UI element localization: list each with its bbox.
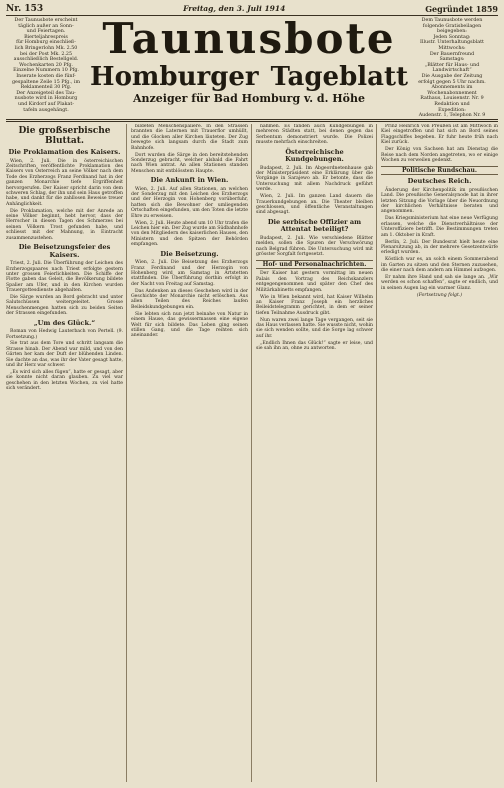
columns (6, 124, 498, 782)
header-right-info (412, 18, 492, 119)
masthead-tagline: Anzeiger für Bad Homburg v. d. Höhe (133, 92, 365, 105)
header-right-line: Samstags: (439, 57, 465, 63)
article-paragraph: Der Kaiser hat gestern vormittag im neuen Palais den Vortrag des Reichskanzlers entgegengenommen und später den Chef des Militärkabinetts empfangen. (256, 271, 373, 293)
article-paragraph: nahmen. Es fanden auch Kundgebungen in mehreren Städten statt, bei denen gegen das Serbentum demonstriert wurde. Die Polizei musste mehrfach einschreiten. (256, 124, 373, 146)
article-paragraph: Köstlich war es, an solch einem Sommerabend im Garten zu sitzen und den Sternen zuzusehen, die einer nach dem andern am Himmel aufzogen. (381, 257, 498, 274)
article-paragraph: Berlin, 2. Juli. Der Bundesrat hielt heute eine Plenarsitzung ab, in der mehrere Gesetzentwürfe erledigt wurden. (381, 239, 498, 256)
article-paragraph: Dort wurden die Särge in den bereitstehenden Sonderzug gebracht, welcher alsbald die Fahrt nach Wien antrat. An allen Stationen standen Menschen mit entblösstem Haupte. (131, 152, 248, 174)
header-left-line: gespaltene Zeile 15 Pfg., im (11, 79, 81, 85)
article-paragraph: Änderung der Kirchenpolitik im preußischen Land. Die preußische Generalsynode hat in ihrer letzten Sitzung die Vorlage über die Neuordnung der kirchlichen Verhältnisse beraten und angenommen. (381, 187, 498, 215)
article-paragraph: Sie trat aus dem Tore und schritt langsam die Strasse hinab. Der Abend war mild, und von den Gärten her kam der Duft der blühenden Linden. Sie dachte an das, was ihr der Vater gesagt hatte, und ihr Herz war schwer. (6, 341, 123, 369)
header-left-line: tafeln ausgehängt. (23, 107, 69, 113)
header-right-line: Illustr. Unterhaltungsblatt (420, 40, 484, 46)
header-right-line: folgende Gratisbeilagen (422, 23, 482, 29)
article-paragraph: Nun waren zwei lange Tage vergangen, seit sie das Haus verlassen hatte. Sie wusste nicht, wohin sie sich wenden sollte, und die Sorge lag schwer auf ihr. (256, 317, 373, 339)
header-left-line: Reklamenteil 30 Pfg. (20, 85, 72, 91)
subheading: Die Beisetzung. (160, 249, 219, 258)
article-paragraph: Die Särge wurden an Bord gebracht und unter Salutschüssen weitergeleitet. Grosse Menschenmengen hatten sich zu beiden Seiten der Strassen eingefunden. (6, 295, 123, 317)
header-right-line: Dem Taunusbote werden (421, 18, 483, 23)
subheading: Die Beisetzungsfeier des Kaisers. (18, 243, 111, 259)
article-paragraph: Wien, 2. Juli. Die Beisetzung des Erzherzogs Franz Ferdinand und der Herzogin von Hohenberg wird am Samstag in Artstetten stattfinden. Die Überführung dorthin erfolgt in der Nacht von Freitag auf Samstag. (131, 260, 248, 287)
column-4 (381, 124, 498, 782)
article-paragraph: Wien, 2. Juli. Im ganzen Land dauern die Trauerkundgebungen an. Die Theater bleiben geschlossen, und öffentliche Veranstaltungen sind abgesagt. (256, 194, 373, 216)
subheading: Deutsches Reich. (407, 177, 472, 186)
header-left-line: und Kirdorf auf Plakat- (18, 101, 74, 107)
article-paragraph: Wien, 2. Juli. Die in österreichischen Zeitschriften veröffentlichte Proklamation des Kaisers von Österreich an seine Völker nach dem Tode des Erzherzogs Franz Ferdinand hat in der ganzen Monarchie tiefe Ergriffenheit hervorgerufen. Der Kaiser spricht darin von dem schweren Schlag, der ihn und sein Haus getroffen habe, und dankt für die zahllosen Beweise treuer Anhänglichkeit. (6, 158, 123, 207)
article-paragraph: Wien, 2. Juli. Auf allen Stationen, an welchen der Sonderzug mit den Leichen des Erzherzogs und der Herzogin von Hohenberg vorüberfuhr, hatten sich die Bewohner der umliegenden Ortschaften eingefunden, um den Toten die letzte Ehre zu erweisen. (131, 186, 248, 219)
article-paragraph: „Endlich Ihnen das Glück!“ sagte er leise, und sie sah ihn an, ohne zu antworten. (256, 340, 373, 352)
header-right-line: Die Ausgabe der Zeitung (421, 73, 483, 79)
issue-date: Freitag, den 3. Juli 1914 (183, 4, 286, 13)
column-3 (256, 124, 377, 782)
article-paragraph: Sie lebten sich nun jetzt beinahe von Natur in einem Hause, das gewissermassen eine eigene Welt für sich bildete. Das Leben ging seinen stillen Gang, und die Tage reihten sich aneinander. (131, 311, 248, 339)
subheading: Die serbische Offizier am Attentat beteiligt? (267, 217, 362, 234)
article-paragraph: Prinz Heinrich von Preußen ist am Mittwoch in Kiel eingetroffen und hat sich an Bord seines Flaggschiffes begeben. Er fuhr heute früh nach Kiel zurück. (381, 124, 498, 146)
header-left-line: Der Taunusbote erscheint (14, 18, 78, 23)
header-left-line: ausschließlich Bestellgeld. (13, 57, 79, 63)
header-right-line: Jeden Sonntag: (433, 34, 471, 40)
article-paragraph: Wie in Wien bekannt wird, hat Kaiser Wilhelm an Kaiser Franz Joseph ein herzliches Beileidstelegramm gerichtet, in dem er seiner tiefen Teilnahme Ausdruck gibt. (256, 294, 373, 316)
header-right-line: Wochenabonnement (427, 90, 477, 96)
masthead-title: Taunusbote (102, 14, 396, 63)
header-right-line: Redaktion und (434, 101, 470, 107)
header-left-line: Bierteljahrespreis (24, 34, 68, 40)
article-paragraph: Wien, 2. Juli. Heute abend um 10 Uhr trafen die Leichen hier ein. Der Zug wurde am Südbahnhofe von den Mitgliedern des kaiserlichen Hauses, den Ministern und den Spitzen der Behörden empfangen. (131, 220, 248, 248)
top-bar (6, 3, 498, 14)
header-left-line: und Feiertagen. (26, 29, 66, 35)
section-heading: Hof- und Personalnachrichten. (256, 260, 373, 269)
header-right-line: beigegeben: (437, 29, 467, 35)
article-paragraph: bildeten Menschenspaliere. In den Strassen brannten die Laternen mit Trauerflor umhüllt, und die Glocken aller Kirchen läuteten. Der Zug bewegte sich langsam durch die Stadt zum Bahnhofe. (131, 124, 248, 151)
header-left-line: Der Anzeigeteil des Tau- (16, 90, 76, 96)
headline: Die großserbische Bluttat. (18, 126, 111, 146)
header-left-info (6, 18, 86, 113)
header-left-line: für Homburg einschließ- (16, 40, 76, 46)
article-paragraph: Das Andenken an dieses Geschehen wird in der Geschichte der Monarchie nicht erlöschen. Aus allen Teilen des Reiches laufen Beileidskundgebungen ein. (131, 288, 248, 310)
column-2 (131, 124, 252, 782)
header-right-line: Der Bauernfreund (429, 51, 475, 57)
issue-number: Nr. 153 (6, 3, 44, 14)
masthead-rule (6, 119, 498, 120)
masthead-subtitle (92, 62, 406, 92)
header-left-line: Wochenkarten 20 Pfg. (19, 62, 73, 68)
subheading: Die Ankunft in Wien. (150, 176, 229, 185)
masthead (92, 16, 406, 105)
subheading: Die Proklamation des Kaisers. (8, 148, 121, 156)
article-paragraph: Die Proklamation, welche mit der Anrede an seine Völker beginnt, hebt hervor, dass der Herrscher in diesen Tagen des Schmerzes bei seinen Völkern Trost gefunden habe, und schliesst mit der Mahnung, in Eintracht zusammenzustehen. (6, 208, 123, 241)
subheading: Österreichische Kundgebungen. (285, 147, 344, 164)
masthead-subtitle-right: Tageblatt (270, 62, 408, 92)
article-paragraph: Er nahm ihre Hand und sah sie lange an. „Wir werden es schon schaffen“, sagte er endlich, und in seinen Augen lag ein warmer Glanz. (381, 274, 498, 291)
article-paragraph: Budapest, 2. Juli. Im Abgeordnetenhause gab der Ministerpräsident eine Erklärung über die Vorgänge in Sarajewo ab. Er betonte, dass die Untersuchung mit allem Nachdruck geführt werde. (256, 165, 373, 193)
article-paragraph: Der König von Sachsen hat am Dienstag die Reise nach dem Norden angetreten, wo er einige Wochen zu verweilen gedenkt. (381, 147, 498, 163)
header-right-line: Rathaus, Louisenstr. Nr. 9 (420, 96, 484, 102)
article-paragraph: Roman von Hedwig Lauterbach von Pertell. (9. Fortsetzung.) (6, 329, 123, 340)
header-left-line: lich Bringerlohn Mk. 2.50 (14, 45, 78, 51)
masthead-subtitle-left: Homburger (90, 62, 259, 92)
article-paragraph: Triest, 2. Juli. Die Überführung der Leichen des Erzherzogspaares nach Triest erfolgte gestern unter grossen Feierlichkeiten. Die Schiffe der Flotte gaben das Geleit, die Bevölkerung bildete Spalier am Ufer, und in den Kirchen wurden Trauergottesdienste abgehalten. (6, 261, 123, 294)
header-left-line: Einzelne Nummern 10 Pfg. (13, 68, 79, 74)
header-left-line: nusbote wird in Homburg (14, 96, 78, 102)
header-right-line: Landwirtschaft“ (432, 68, 472, 74)
header-left-line: bei der Post Mk. 2.25 (19, 51, 73, 57)
subheading: „Um des Glück.“ (33, 318, 96, 327)
header-right-line: Expedition: (438, 107, 466, 113)
article-paragraph: „Es wird sich alles fügen“, hatte er gesagt, aber sie konnte nicht daran glauben. Zu viel war geschehen in den letzten Wochen, zu viel hatte sich verändert. (6, 370, 123, 392)
article-paragraph: Budapest, 2. Juli. Wie verschiedene Blätter melden, sollen die Spuren der Verschwörung nach Belgrad führen. Die Untersuchung wird mit grösster Sorgfalt fortgesetzt. (256, 235, 373, 257)
masthead-rule-2 (6, 121, 498, 122)
header-right-line: erfolgt gegen 5 Uhr nachm. (418, 79, 486, 85)
continuation-note: (Fortsetzung folgt.) (416, 293, 463, 299)
founded-label: Gegründet 1859 (425, 3, 498, 14)
header-right-line: Mittwochs: (438, 45, 466, 51)
header-right-line: Audenstr. 1, Telephon Nr. 9 (418, 113, 486, 119)
header-left-line: Inserate kosten die fünf- (16, 73, 76, 79)
column-1 (6, 124, 127, 782)
header-right-line: „Blätter für Haus- und (424, 62, 480, 68)
section-heading: Politische Rundschau. (381, 166, 498, 175)
header-right-line: Abonnements im (431, 85, 473, 91)
article-paragraph: Das Kriegsministerium hat eine neue Verfügung erlassen, welche die Dienstverhältnisse der Unteroffiziere betrifft. Die Bestimmungen treten am 1. Oktober in Kraft. (381, 216, 498, 238)
header-left-line: täglich außer an Sonn- (18, 23, 74, 29)
